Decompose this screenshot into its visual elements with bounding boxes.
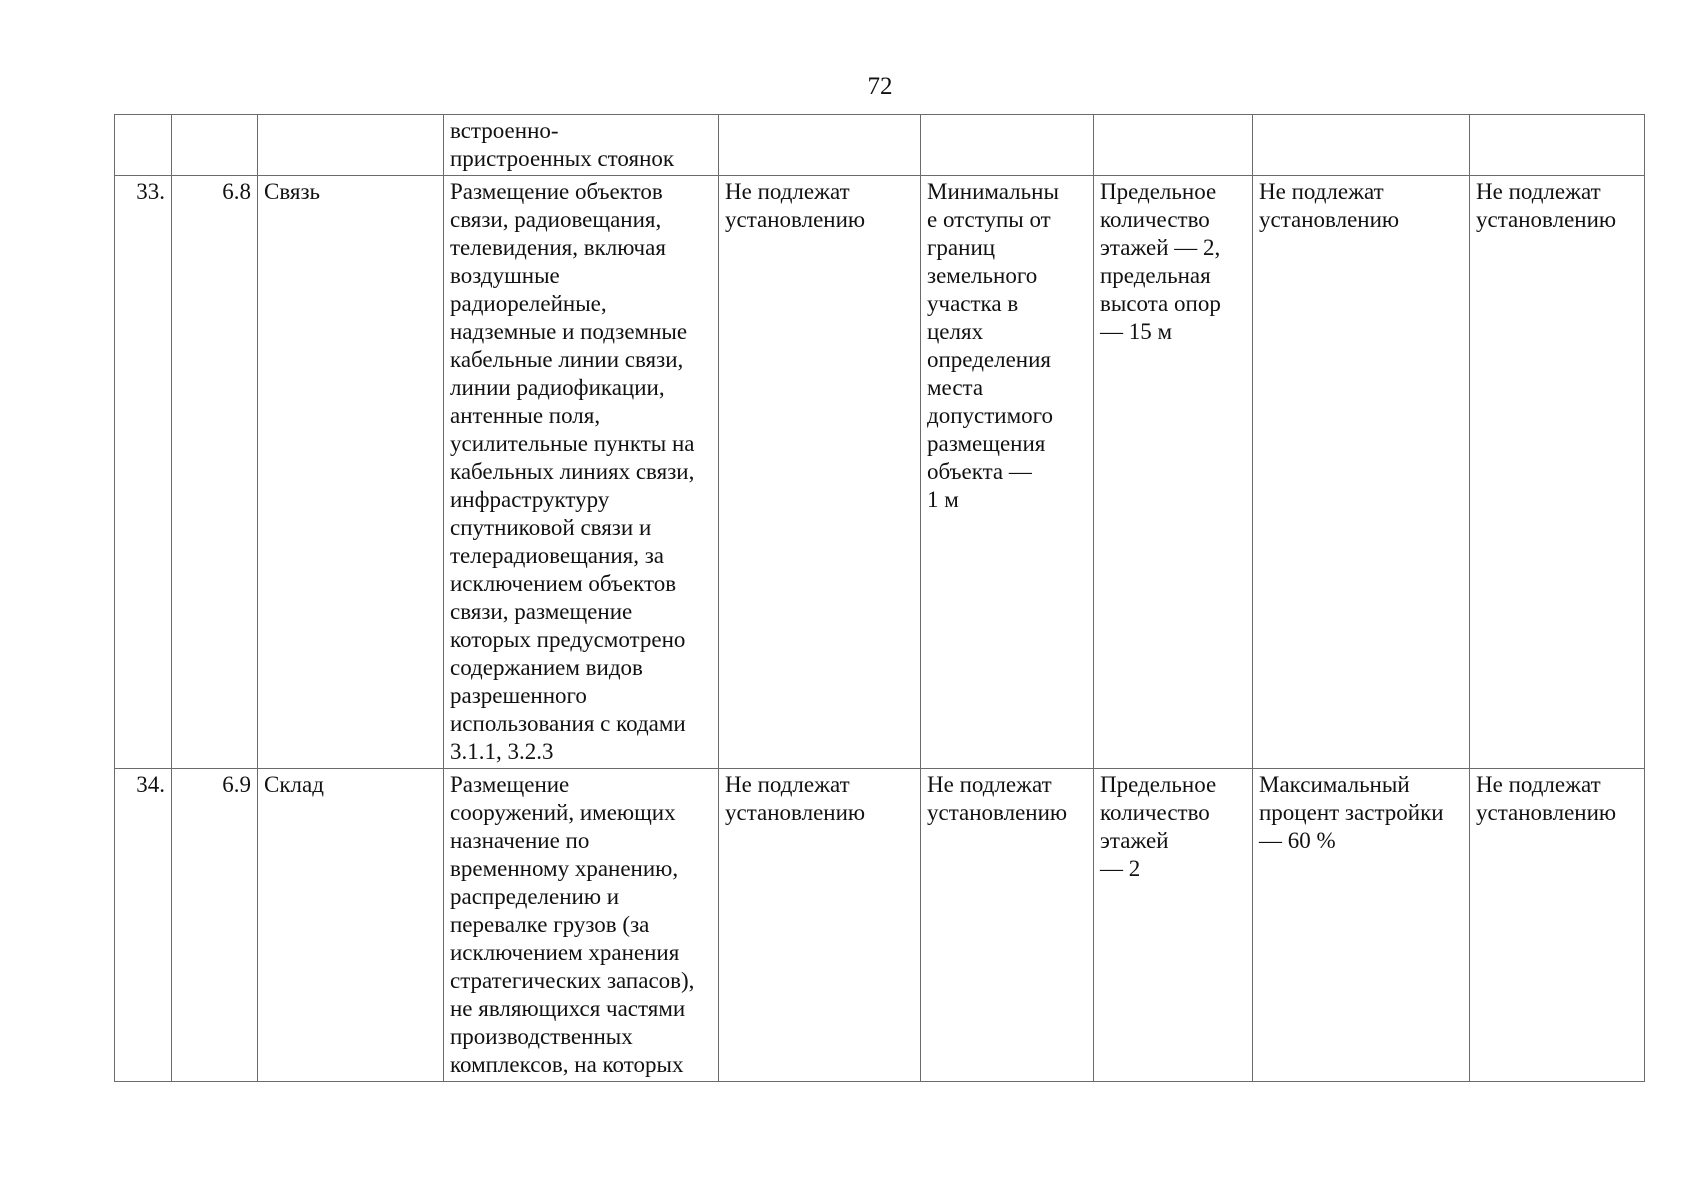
row-number-cell: 33. <box>115 176 172 769</box>
param-cell <box>921 115 1094 176</box>
code-cell: 6.9 <box>172 769 258 1082</box>
page-number: 72 <box>867 73 893 100</box>
param-cell: Не подлежат установлению <box>719 176 921 769</box>
param-cell <box>1470 115 1645 176</box>
name-cell: Связь <box>258 176 444 769</box>
param-cell: Не подлежат установлению <box>1253 176 1470 769</box>
param-cell: Не подлежат установлению <box>1470 769 1645 1082</box>
name-cell: Склад <box>258 769 444 1082</box>
param-cell: Максимальный процент застройки — 60 % <box>1253 769 1470 1082</box>
land-use-table <box>114 114 1645 1082</box>
param-cell <box>1094 115 1253 176</box>
code-cell: 6.8 <box>172 176 258 769</box>
row-number-cell <box>115 115 172 176</box>
param-cell: Не подлежат установлению <box>921 769 1094 1082</box>
name-cell <box>258 115 444 176</box>
description-cell: встроенно- пристроенных стоянок <box>444 115 719 176</box>
table-row <box>115 769 1645 1082</box>
param-cell: Не подлежат установлению <box>719 769 921 1082</box>
param-cell: Минимальны е отступы от границ земельного участка в целях определения места допустимого размещения объекта — 1 м <box>921 176 1094 769</box>
param-cell: Не подлежат установлению <box>1470 176 1645 769</box>
param-cell: Предельное количество этажей — 2, предельная высота опор — 15 м <box>1094 176 1253 769</box>
description-cell: Размещение объектов связи, радиовещания, телевидения, включая воздушные радиорелейные, надземные и подземные кабельные линии связи, линии радиофикации, антенные поля, усилительные пункты на кабельных линиях связи, инфраструктуру спутниковой связи и телерадиовещания, за исключением объектов связи, размещение которых предусмотрено содержанием видов разрешенного использования с кодами 3.1.1, 3.2.3 <box>444 176 719 769</box>
code-cell <box>172 115 258 176</box>
param-cell: Предельное количество этажей — 2 <box>1094 769 1253 1082</box>
table-row <box>115 176 1645 769</box>
table-row <box>115 115 1645 176</box>
row-number-cell: 34. <box>115 769 172 1082</box>
description-cell: Размещение сооружений, имеющих назначение по временному хранению, распределению и перевалке грузов (за исключением хранения стратегических запасов), не являющихся частями производственных комплексов, на которых <box>444 769 719 1082</box>
param-cell <box>719 115 921 176</box>
param-cell <box>1253 115 1470 176</box>
